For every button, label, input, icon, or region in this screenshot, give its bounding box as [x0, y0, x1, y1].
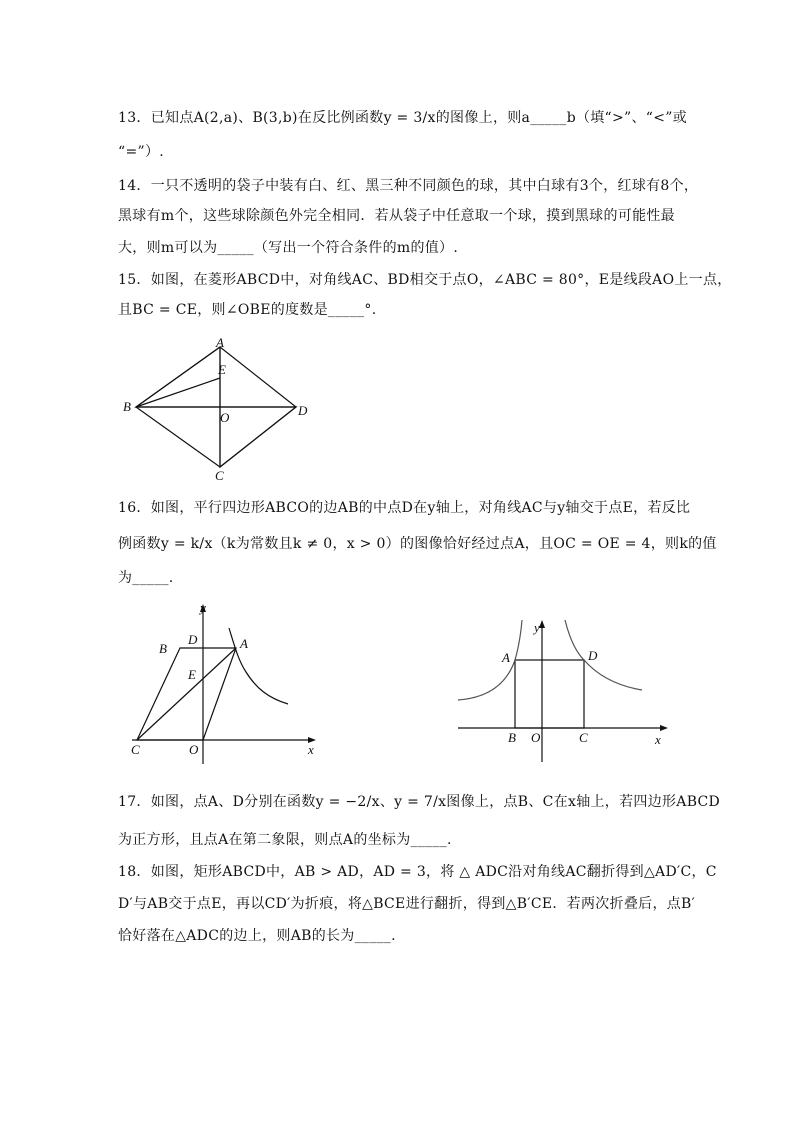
- parallelogram-hyperbola-figure: [118, 602, 328, 770]
- q16-line-3: 为_____.: [118, 570, 174, 586]
- hyperbola-curve: [229, 628, 288, 704]
- segment-be: [136, 378, 220, 407]
- q18-line-3: 恰好落在△ADC的边上，则AB的长为_____.: [118, 928, 396, 944]
- label-d: D: [298, 403, 308, 418]
- q15-line-1: 15．如图，在菱形ABCD中，对角线AC、BD相交于点O，∠ABC = 80°，E是线段AO上一点，: [118, 272, 732, 288]
- q15-line-2: 且BC = CE，则∠OBE的度数是_____°.: [118, 302, 377, 318]
- q13-line-2: “=”）.: [118, 144, 164, 160]
- q14-line-3: 大，则m可以为_____（写出一个符合条件的m的值）.: [118, 240, 459, 256]
- q16-line-1: 16．如图，平行四边形ABCO的边AB的中点D在y轴上，对角线AC与y轴交于点E，若反比: [118, 500, 691, 516]
- label-o: O: [531, 730, 541, 745]
- label-b: B: [159, 641, 167, 656]
- label-c: C: [131, 742, 140, 757]
- label-b: B: [508, 730, 516, 745]
- q17-line-2: 为正方形，且点A在第二象限，则点A的坐标为_____.: [118, 832, 452, 848]
- label-e: E: [218, 362, 226, 377]
- label-c: C: [579, 730, 588, 745]
- label-x: x: [308, 742, 314, 757]
- q17-line-1: 17．如图，点A、D分别在函数y = −2/x、y = 7/x图像上，点B、C在x轴上，若四边形ABCD: [118, 794, 721, 810]
- q14-line-2: 黑球有m个，这些球除颜色外完全相同．若从袋子中任意取一个球，摸到黑球的可能性最: [118, 208, 675, 224]
- label-a: A: [216, 336, 224, 350]
- rhombus-figure: [118, 336, 318, 484]
- q14-line-1: 14．一只不透明的袋子中装有白、红、黑三种不同颜色的球，其中白球有3个，红球有8个，: [118, 178, 699, 194]
- label-d: D: [588, 648, 598, 663]
- q18-line-1: 18．如图，矩形ABCD中，AB > AD，AD = 3，将 △ ADC沿对角线AC翻折得到△AD′C，C: [118, 864, 717, 880]
- x-axis-arrow: [660, 725, 668, 731]
- label-d: D: [188, 632, 198, 647]
- label-a: A: [240, 636, 248, 651]
- q16-line-2: 例函数y = k/x（k为常数且k ≠ 0，x > 0）的图像恰好经过点A，且OC = OE = 4，则k的值: [118, 536, 717, 552]
- label-o: O: [189, 742, 199, 757]
- label-b: B: [123, 399, 131, 414]
- label-y: y: [200, 602, 206, 615]
- right-hyperbola-curve: [565, 620, 642, 690]
- label-x: x: [655, 732, 661, 747]
- diagonal-ac: [137, 648, 236, 740]
- label-o: O: [220, 410, 230, 425]
- label-e: E: [188, 667, 196, 682]
- q13-line-1: 13．已知点A(2,a)、B(3,b)在反比例函数y = 3/x的图像上，则a_____b（填“>”、“<”或: [118, 110, 688, 126]
- q18-line-2: D′与AB交于点E，再以CD′为折痕，将△BCE进行翻折，得到△B′CE．若两次折叠后，点B′: [118, 896, 696, 912]
- square-hyperbola-figure: [452, 614, 674, 764]
- label-y: y: [534, 620, 540, 635]
- label-a: A: [502, 650, 510, 665]
- left-hyperbola-curve: [458, 620, 522, 700]
- square-abcd: [515, 660, 584, 728]
- label-c: C: [215, 468, 224, 483]
- y-axis-arrow: [539, 620, 545, 628]
